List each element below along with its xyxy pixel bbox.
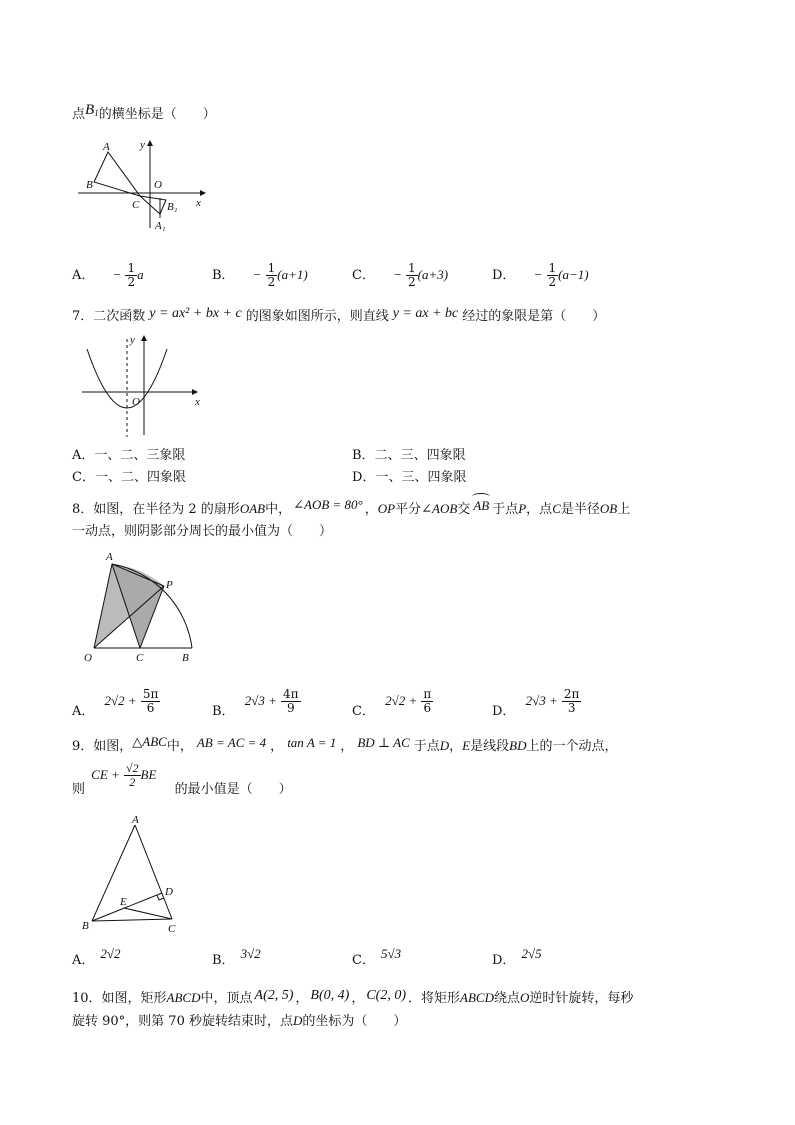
q7-label-x: x <box>195 396 200 408</box>
q9-figure <box>80 815 185 935</box>
q9-label-e: E <box>120 896 127 908</box>
q8-label-p: P <box>166 579 173 591</box>
q8-option-d[interactable]: D． 2√3 + $\frac{2\pi}{3}$ <box>492 687 580 719</box>
q8-label-a: A <box>106 551 113 563</box>
q8-label-b: B <box>182 652 189 664</box>
q8-stem-line2: 一动点，则阴影部分周长的最小值为（ ） <box>72 524 333 539</box>
q10-stem-line1: 10．如图，矩形ABCD中，顶点 A(2, 5) ， B(0, 4) ， C(2, 0) ．将矩形ABCD绕点O逆时针旋转，每秒 <box>72 988 634 1006</box>
q6-option-b[interactable]: B． − $\frac{1}{2}$ (a+1) <box>212 261 308 289</box>
q8-figure <box>82 548 207 668</box>
q8-label-o: O <box>84 652 92 664</box>
q7-option-b[interactable]: B．二、三、四象限 <box>352 448 466 463</box>
q7-option-a[interactable]: A．一、二、三象限 <box>72 448 186 463</box>
q8-option-a[interactable]: A． 2√2 + $\frac{5\pi}{6}$ <box>72 687 159 719</box>
q6-label-c: C <box>132 199 140 211</box>
q7-stem: 7．二次函数 y = ax² + bx + c 的图象如图所示，则直线 y = ax + bc 经过的象限是第（ ） <box>72 306 606 324</box>
q6-label-a1: A₁ <box>155 220 166 232</box>
q6-label-a: A <box>103 141 110 153</box>
q6-label-b1: B₁ <box>167 201 178 213</box>
q6-label-b: B <box>86 179 93 191</box>
q9-label-d: D <box>165 886 173 898</box>
q9-stem-line2: 则 CE + $\frac{√2}{2}$ BE 的最小值是（ ） <box>72 761 292 797</box>
q7-label-o: O <box>132 396 140 408</box>
q6-figure <box>76 138 211 233</box>
q9-option-a[interactable]: A． 2√2 <box>72 946 121 968</box>
q8-option-c[interactable]: C． 2√2 + $\frac{\pi}{6}$ <box>352 687 432 719</box>
q9-option-b[interactable]: B． 3√2 <box>212 946 261 968</box>
q7-figure <box>82 335 207 440</box>
q7-option-c[interactable]: C．一、二、四象限 <box>72 470 186 485</box>
q9-label-a: A <box>132 814 139 826</box>
q9-label-c: C <box>168 923 176 935</box>
q10-stem-line2: 旋转 90°，则第 70 秒旋转结束时，点D的坐标为（ ） <box>72 1013 407 1029</box>
q9-option-c[interactable]: C． 5√3 <box>352 946 402 968</box>
q9-option-d[interactable]: D． 2√5 <box>492 946 542 968</box>
q9-stem-line1: 9．如图，△ABC中， AB = AC = 4 ， tan A = 1 ， BD ⊥ AC 于点D，E是线段BD上的一个动点， <box>72 734 618 754</box>
q6-label-x: x <box>196 197 201 209</box>
q8-stem-line1: 8．如图，在半径为 2 的扇形OAB中， ∠AOB = 80° ，OP平分∠AOB交 AB 于点P，点C是半径OB上 <box>72 501 630 518</box>
q6-option-a[interactable]: A． − $\frac{1}{2}$ a <box>72 261 144 289</box>
q8-arc-ab: AB <box>473 498 489 514</box>
q6-option-d[interactable]: D． − $\frac{1}{2}$ (a−1) <box>492 261 589 289</box>
q9-label-b: B <box>82 920 89 932</box>
q8-option-b[interactable]: B． 2√3 + $\frac{4\pi}{9}$ <box>212 687 299 719</box>
q6-option-c[interactable]: C． − $\frac{1}{2}$ (a+3) <box>352 261 449 289</box>
q6-label-y: y <box>140 139 145 151</box>
q6-label-o: O <box>154 179 162 191</box>
q7-label-y: y <box>130 334 135 346</box>
q7-option-d[interactable]: D．一、三、四象限 <box>352 470 467 485</box>
q6-stem: 点B1的横坐标是（ ） <box>72 102 216 122</box>
q8-label-c: C <box>136 652 144 664</box>
